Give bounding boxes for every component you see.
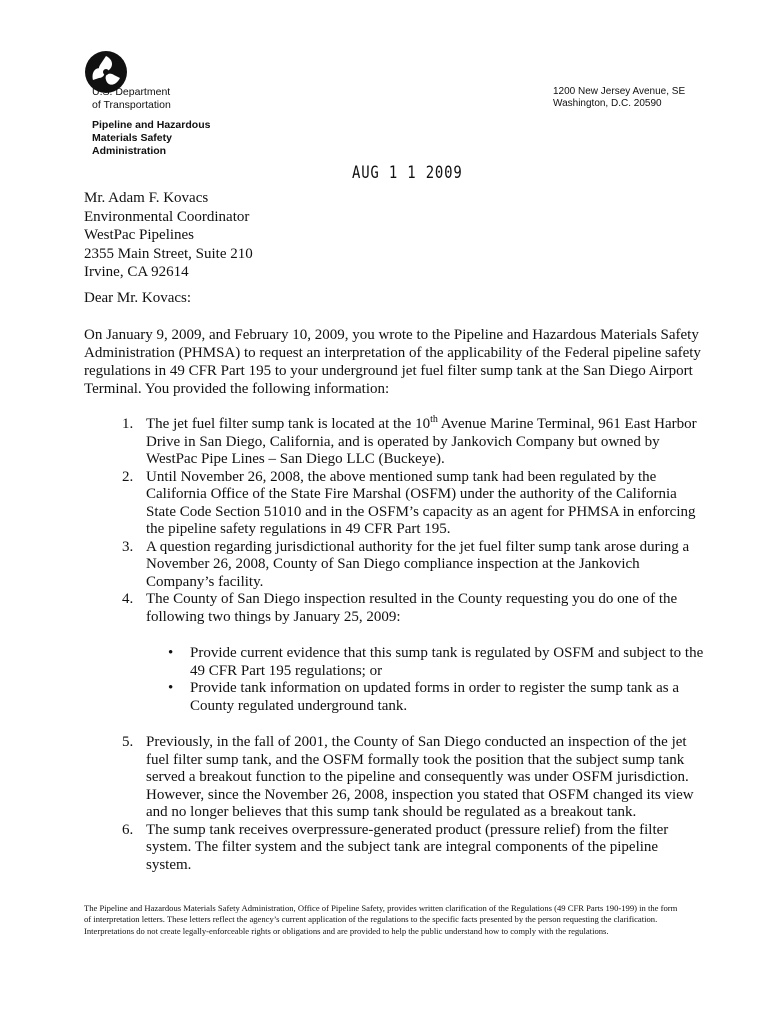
list-item-number: 1. <box>122 416 134 432</box>
list-item-text: Until November 26, 2008, the above mentioned sump tank had been regulated by the California Office of the State Fire Marshal (OSFM) under the authority of the California State Code Section 51010 and in the OSFM’s capacity as an agent for PHMSA in enforcing the pipeline safety regulations in 49 CFR Part 195. <box>146 468 696 537</box>
address-line: Washington, D.C. 20590 <box>553 98 662 109</box>
bullet-symbol: • <box>168 680 174 696</box>
agency-line: Pipeline and Hazardous <box>92 119 211 131</box>
list-item-text <box>146 416 697 467</box>
agency-name <box>92 119 210 158</box>
list-item <box>84 734 704 822</box>
recipient-block <box>84 189 253 282</box>
address-line: 1200 New Jersey Avenue, SE <box>553 86 686 97</box>
agency-line: Materials Safety <box>92 132 172 144</box>
recipient-title: Environmental Coordinator <box>84 208 250 225</box>
salutation: Dear Mr. Kovacs: <box>84 290 192 306</box>
list-item-number: 6. <box>122 821 134 838</box>
list-item <box>84 591 704 626</box>
list-item-text-part: Avenue Marine Terminal, 961 East Harbor Drive in San Diego, California, and is operated by Jankovich Company but owned by WestPac Pipe Lines – San Diego LLC (Buckeye). <box>146 416 697 467</box>
ordinal-suffix: th <box>430 414 438 425</box>
information-list <box>84 416 704 874</box>
footer-disclaimer: The Pipeline and Hazardous Materials Safety Administration, Office of Pipeline Safety, provides written clarification of the Regulations (49 CFR Parts 190-199) in the form of interpretation letters. These letters reflect the agency’s current application of the regulations to the specific facts presented by the person requesting the clarification. Interpretations do not create legally-enforceable rights or obligations and are provided to help the public understand how to comply with the regulations. <box>84 903 678 936</box>
bullet-item <box>84 680 704 715</box>
list-item-text: The County of San Diego inspection resulted in the County requesting you do one of the following two things by January 25, 2009: <box>146 591 678 625</box>
department-name <box>92 86 171 112</box>
list-item <box>84 469 704 539</box>
list-item-text-part: The jet fuel filter sump tank is located at the 10 <box>146 416 431 432</box>
recipient-name: Mr. Adam F. Kovacs <box>84 190 209 206</box>
intro-paragraph: On January 9, 2009, and February 10, 2009, you wrote to the Pipeline and Hazardous Materials Safety Administration (PHMSA) to request an interpretation of the applicability of the Federal pipeline safety regulations in 49 CFR Part 195 to your underground jet fuel filter sump tank at the San Diego Airport Terminal. You provided the following information: <box>84 327 701 397</box>
bullet-item <box>84 645 704 680</box>
recipient-street: 2355 Main Street, Suite 210 <box>84 245 253 262</box>
date-stamp: AUG 1 1 2009 <box>352 163 463 183</box>
list-item <box>84 822 704 875</box>
list-item-number: 4. <box>122 591 134 607</box>
list-item-text: A question regarding jurisdictional authority for the jet fuel filter sump tank arose during a November 26, 2008, County of San Diego compliance inspection at the Jankovich Company’s facility. <box>146 538 690 590</box>
bullet-symbol: • <box>168 645 174 661</box>
recipient-city: Irvine, CA 92614 <box>84 264 189 281</box>
list-item-number: 5. <box>122 734 134 750</box>
list-item <box>84 416 704 469</box>
list-item-number: 2. <box>122 468 134 485</box>
list-item <box>84 539 704 592</box>
agency-line: Administration <box>92 145 167 157</box>
bullet-text: Provide tank information on updated forms in order to register the sump tank as a County regulated underground tank. <box>190 680 680 714</box>
list-item-text: Previously, in the fall of 2001, the County of San Diego conducted an inspection of the jet fuel filter sump tank, and the OSFM formally took the position that the subject sump tank served a breakout function to the pipeline and consequently was under OSFM jurisdiction. However, since the November 26, 2008, inspection you stated that OSFM changed its view and no longer believes that this sump tank should be regulated as a breakout tank. <box>146 734 694 820</box>
bullet-text: Provide current evidence that this sump tank is regulated by OSFM and subject to the 49 CFR Part 195 regulations; or <box>190 645 704 679</box>
list-item-number: 3. <box>122 538 134 555</box>
bullet-list <box>84 645 704 715</box>
department-line: of Transportation <box>92 99 171 111</box>
department-line: U.S. Department <box>92 86 171 98</box>
sender-address <box>553 86 685 110</box>
recipient-company: WestPac Pipelines <box>84 227 195 244</box>
list-item-text: The sump tank receives overpressure-generated product (pressure relief) from the filter system. The filter system and the subject tank are integral components of the pipeline system. <box>146 821 669 873</box>
